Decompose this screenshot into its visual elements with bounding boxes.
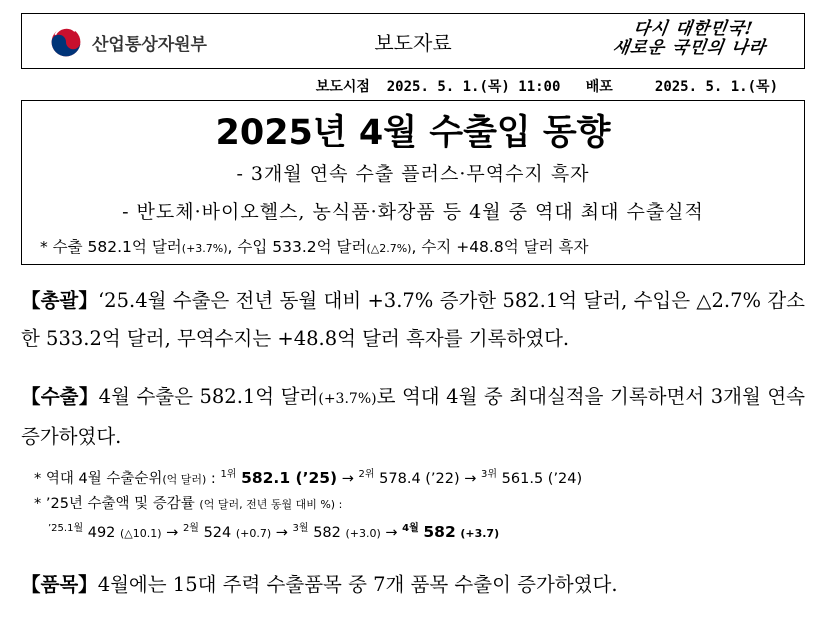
import-figure: , 수입 533.2억 달러 bbox=[227, 238, 367, 256]
rank3-value: 561.5 (’24) bbox=[501, 470, 583, 487]
arrow: → bbox=[385, 524, 398, 541]
export-ranking bbox=[34, 465, 582, 488]
rank1-sup: 1위 bbox=[220, 469, 237, 480]
month4-sup: 4월 bbox=[402, 523, 419, 534]
items-paragraph bbox=[21, 566, 805, 604]
summary-figures bbox=[40, 235, 588, 257]
month2-value: 524 bbox=[203, 524, 232, 541]
title-box bbox=[21, 100, 805, 265]
export-text-rate: (+3.7%) bbox=[318, 391, 377, 407]
arrow: → bbox=[464, 470, 477, 487]
month1-value: 492 bbox=[87, 524, 116, 541]
rank2-value: 578.4 (’22) bbox=[379, 470, 460, 487]
summary-text: ‘25.4월 수출은 전년 동월 대비 +3.7% 증가한 582.1억 달러, 수입은 △2.7% 감소한 533.2억 달러, 무역수지는 +48.8억 달러 흑자를 기록하였다. bbox=[21, 289, 805, 350]
items-tag: 【품목】 bbox=[21, 573, 98, 596]
doc-type: 보도자료 bbox=[374, 31, 452, 55]
items-text: 4월에는 15대 주력 수출품목 중 7개 품목 수출이 증가하였다. bbox=[97, 573, 618, 596]
release-info: 보도시점 2025. 5. 1.(목) 11:00 배포 2025. 5. 1.(목) bbox=[315, 79, 778, 95]
export-paragraph bbox=[21, 378, 805, 456]
export-figure: * 수출 582.1억 달러 bbox=[40, 238, 182, 256]
page-title: 2025년 4월 수출입 동향 bbox=[215, 113, 611, 153]
rank-colon: : bbox=[206, 470, 221, 487]
trend-unit: (억 달러, 전년 동월 대비 %) : bbox=[199, 498, 343, 511]
import-rate: (△2.7%) bbox=[366, 242, 412, 255]
arrow: → bbox=[166, 524, 179, 541]
month3-value: 582 bbox=[313, 524, 341, 541]
month3-sup: 3월 bbox=[292, 523, 309, 534]
export-trend bbox=[48, 519, 499, 541]
month1-rate: (△10.1) bbox=[120, 526, 162, 540]
arrow: → bbox=[341, 470, 354, 487]
export-text-b: 로 역대 4월 중 최대실적을 기록하면서 3개월 연속 증가하였다. bbox=[21, 385, 806, 448]
month3-rate: (+3.0) bbox=[345, 526, 381, 540]
summary-tag: 【총괄】 bbox=[21, 289, 98, 312]
month2-rate: (+0.7) bbox=[235, 526, 272, 540]
subtitle-2: - 반도체·바이오헬스, 농식품·화장품 등 4월 중 역대 최대 수출실적 bbox=[122, 201, 704, 223]
rank1-value: 582.1 (’25) bbox=[241, 468, 338, 487]
export-tag: 【수출】 bbox=[21, 385, 99, 408]
rank2-sup: 2위 bbox=[358, 469, 375, 480]
slogan-line2: 새로운 국민의 나라 bbox=[611, 38, 768, 58]
ministry-name: 산업통상자원부 bbox=[92, 34, 207, 55]
month4-rate: (+3.7) bbox=[460, 526, 500, 540]
rank-unit: (억 달러) bbox=[162, 472, 207, 486]
balance-figure: , 수지 +48.8억 달러 흑자 bbox=[411, 238, 589, 256]
export-rate: (+3.7%) bbox=[181, 242, 228, 255]
summary-paragraph bbox=[21, 282, 805, 358]
slogan bbox=[611, 20, 776, 58]
month1-sup: ’25.1월 bbox=[48, 523, 84, 534]
arrow: → bbox=[275, 524, 288, 541]
rank-label: * 역대 4월 수출순위 bbox=[34, 470, 163, 487]
slogan-line1: 다시 대한민국! bbox=[632, 19, 755, 39]
trend-label: * ’25년 수출액 및 증감률 bbox=[34, 496, 195, 512]
header-box bbox=[21, 13, 805, 69]
month2-sup: 2월 bbox=[182, 523, 199, 534]
export-trend-label bbox=[34, 492, 342, 513]
rank3-sup: 3위 bbox=[481, 469, 498, 480]
subtitle-1: - 3개월 연속 수출 플러스·무역수지 흑자 bbox=[236, 163, 590, 185]
export-text-a: 4월 수출은 582.1억 달러 bbox=[98, 385, 319, 408]
month4-value: 582 bbox=[423, 522, 456, 541]
